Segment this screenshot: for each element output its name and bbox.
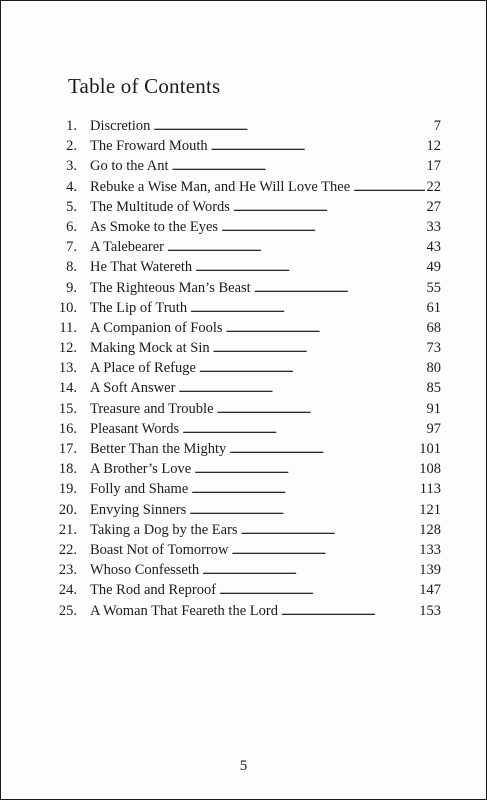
toc-entry <box>51 380 441 400</box>
toc-entry <box>51 401 441 421</box>
toc-dot-leader <box>182 421 424 438</box>
toc-entry <box>51 320 441 340</box>
toc-entry <box>51 138 441 158</box>
toc-entry-number: 12. <box>58 340 77 357</box>
toc-dot-leader <box>353 179 424 196</box>
toc-entry-number: 6. <box>66 218 77 235</box>
toc-dot-leader <box>221 219 424 236</box>
toc-entry-title: A Talebearer <box>90 239 164 256</box>
toc-entry-page: 33 <box>426 218 441 235</box>
toc-entry-number: 8. <box>66 259 77 276</box>
toc-dot-leader <box>241 522 418 539</box>
toc-entry <box>51 259 441 279</box>
toc-entry-title: Treasure and Trouble <box>90 400 214 417</box>
toc-entry-number: 4. <box>66 178 77 195</box>
toc-entry-page: 147 <box>419 582 441 599</box>
toc-entry-number: 19. <box>58 481 77 498</box>
toc-entry <box>51 340 441 360</box>
toc-entry <box>51 199 441 219</box>
toc-dot-leader <box>195 259 424 276</box>
toc-entry-number: 17. <box>58 441 77 457</box>
toc-dot-leader <box>217 401 425 418</box>
toc-entry-title: Envying Sinners <box>90 501 187 518</box>
toc-entry <box>51 502 441 522</box>
toc-entry-number: 21. <box>58 521 77 538</box>
toc-entry-number: 7. <box>66 239 77 256</box>
toc-dot-leader <box>199 360 425 377</box>
toc-entry-number: 13. <box>58 360 77 377</box>
toc-entry <box>51 542 441 562</box>
toc-entry-number: 14. <box>58 380 77 397</box>
toc-entry-number: 23. <box>58 562 77 579</box>
toc-dot-leader <box>211 138 425 155</box>
toc-entry-page: 113 <box>419 481 441 498</box>
toc-entry <box>51 300 441 320</box>
toc-entry <box>51 158 441 178</box>
toc-dot-leader <box>229 441 417 458</box>
toc-dot-leader <box>194 461 417 478</box>
toc-entry-page: 121 <box>419 501 441 518</box>
toc-entry <box>51 562 441 582</box>
toc-entry-page: 27 <box>426 198 441 215</box>
toc-entry-title: Rebuke a Wise Man, and He Will Love Thee <box>90 178 351 195</box>
toc-dot-leader <box>219 582 417 599</box>
toc-entry-page: 91 <box>426 400 441 417</box>
toc-entry-page: 85 <box>426 380 441 397</box>
toc-entry-title: He That Watereth <box>90 259 193 276</box>
toc-entry-page: 68 <box>426 319 441 336</box>
toc-entry <box>51 118 441 138</box>
toc-entry <box>51 280 441 300</box>
toc-dot-leader <box>281 603 417 620</box>
toc-entry-number: 25. <box>58 602 77 619</box>
toc-entry-page: 128 <box>419 521 441 538</box>
toc-entry-title: The Righteous Man’s Beast <box>90 279 251 296</box>
toc-entry <box>51 441 441 461</box>
toc-entry <box>51 360 441 380</box>
toc-entry-title: A Companion of Fools <box>90 319 223 336</box>
toc-dot-leader <box>233 199 425 216</box>
toc-dot-leader <box>167 239 425 256</box>
toc-entry-number: 2. <box>66 138 77 155</box>
toc-dot-leader <box>153 118 431 135</box>
toc-entry <box>51 179 441 199</box>
toc-entry-title: The Lip of Truth <box>90 299 188 316</box>
toc-entry-number: 9. <box>66 279 77 296</box>
toc-entry-number: 22. <box>58 541 77 558</box>
toc-entry-page: 12 <box>426 138 441 155</box>
toc-entry-page: 101 <box>419 441 441 457</box>
toc-entry-number: 18. <box>58 461 77 478</box>
toc-entry-title: As Smoke to the Eyes <box>90 218 219 235</box>
toc-entry-page: 49 <box>426 259 441 276</box>
toc-entry-title: Boast Not of Tomorrow <box>90 541 229 558</box>
toc-dot-leader <box>191 481 418 498</box>
toc-entry-title: A Place of Refuge <box>90 360 196 377</box>
toc-entry-title: A Brother’s Love <box>90 461 192 478</box>
toc-entry-page: 43 <box>426 239 441 256</box>
toc-entry <box>51 219 441 239</box>
toc-entry-page: 133 <box>419 541 441 558</box>
toc-dot-leader <box>254 280 425 297</box>
toc-entry-title: Folly and Shame <box>90 481 189 498</box>
toc-entry-number: 5. <box>66 198 77 215</box>
toc-entry-title: A Soft Answer <box>90 380 176 397</box>
toc-dot-leader <box>178 380 424 397</box>
toc-dot-leader <box>189 502 417 519</box>
toc-entry <box>51 603 441 623</box>
toc-dot-leader <box>231 542 417 559</box>
toc-entry-title: The Froward Mouth <box>90 138 208 155</box>
toc-entry-number: 3. <box>66 158 77 175</box>
toc-entry-title: Better Than the Mighty <box>90 441 227 457</box>
toc-entry-title: A Woman That Feareth the Lord <box>90 602 278 619</box>
toc-entry-page: 108 <box>419 461 441 478</box>
toc-entry-title: Discretion <box>90 118 151 134</box>
toc-entry <box>51 522 441 542</box>
toc-entry-page: 17 <box>426 158 441 175</box>
toc-entry-page: 153 <box>419 602 441 619</box>
toc-entry-page: 55 <box>426 279 441 296</box>
toc-entry <box>51 481 441 501</box>
toc-entry-page: 7 <box>433 118 441 134</box>
toc-entry-page: 97 <box>426 420 441 437</box>
toc-entry <box>51 582 441 602</box>
toc-entry <box>51 421 441 441</box>
toc-entry-page: 73 <box>426 340 441 357</box>
toc-entry-page: 61 <box>426 299 441 316</box>
toc-dot-leader <box>226 320 425 337</box>
toc-entry-page: 22 <box>426 178 441 195</box>
toc-dot-leader <box>190 300 424 317</box>
toc-dot-leader <box>172 158 425 175</box>
toc-entry-page: 80 <box>426 360 441 377</box>
toc-entry-number: 11. <box>59 319 77 336</box>
toc-entry-title: Taking a Dog by the Ears <box>90 521 238 538</box>
toc-entry-number: 10. <box>58 299 77 316</box>
toc-entry-title: Making Mock at Sin <box>90 340 210 357</box>
toc-entry-number: 1. <box>66 118 77 134</box>
toc-entry-number: 15. <box>58 400 77 417</box>
toc-entry-title: Pleasant Words <box>90 420 180 437</box>
toc-entry-title: The Rod and Reproof <box>90 582 217 599</box>
toc-entry-number: 16. <box>58 420 77 437</box>
toc-entry-title: Whoso Confesseth <box>90 562 200 579</box>
toc-dot-leader <box>213 340 425 357</box>
toc-entry-title: The Multitude of Words <box>90 198 230 215</box>
toc-entry-title: Go to the Ant <box>90 158 169 175</box>
toc-entry-page: 139 <box>419 562 441 579</box>
toc-entry-number: 20. <box>58 501 77 518</box>
toc-dot-leader <box>202 562 417 579</box>
toc-list <box>51 118 441 623</box>
toc-entry <box>51 461 441 481</box>
toc-entry <box>51 239 441 259</box>
toc-entry-number: 24. <box>58 582 77 599</box>
page-number: 5 <box>239 758 248 774</box>
page-title: Table of Contents <box>68 74 221 98</box>
